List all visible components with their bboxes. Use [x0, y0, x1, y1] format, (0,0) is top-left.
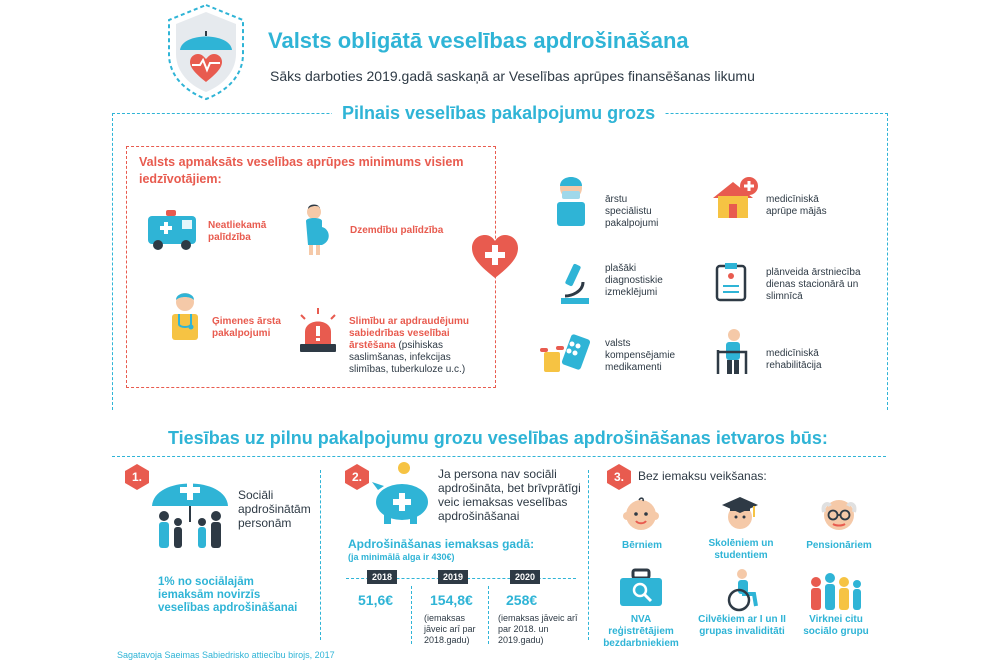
group-icon — [808, 572, 864, 612]
timeline-tick — [411, 586, 412, 644]
basket-title: Pilnais veselības pakalpojumu grozs — [332, 103, 665, 124]
number-badge: 1. — [125, 464, 149, 490]
rights-title: Tiesības uz pilnu pakalpojumu grozu veselības apdrošināšanas ietvaros būs: — [168, 428, 828, 448]
payments-title: Apdrošināšanas iemaksas gadā: — [348, 537, 535, 551]
piggy-bank-icon — [370, 460, 432, 526]
alarm-light-icon — [295, 306, 341, 354]
minimum-title: Valsts apmaksāts veselības aprūpes minimums visiem iedzīvotājiem: — [139, 155, 464, 186]
year-badge: 2018 — [367, 570, 397, 584]
minimum-item-label: Ģimenes ārsta pakalpojumi — [212, 316, 281, 339]
group-label: NVA reģistrētājiem bezdarbniekiem — [603, 614, 679, 649]
payment-note: (iemaksas jāveic arī par 2018. un 2019.gadu) — [498, 613, 578, 645]
minimum-item-label — [349, 316, 484, 376]
timeline-tick — [488, 586, 489, 644]
group-label: Bērniem — [621, 540, 662, 551]
group-label: Cilvēkiem ar I un II grupas invaliditāti — [698, 614, 786, 637]
rights-divider — [112, 456, 886, 457]
number-badge: 3. — [607, 464, 631, 490]
rehabilitation-icon — [716, 328, 752, 376]
full-item-label: plānveida ārstniecība dienas stacionārā un slimnīcā — [766, 267, 861, 302]
payment-amount: 51,6€ — [358, 592, 394, 608]
minimum-item-label: Neatliekamā palīdzība — [208, 220, 267, 243]
payment-amount: 258€ — [506, 592, 538, 608]
wheelchair-icon — [722, 568, 762, 612]
pensioner-icon — [818, 496, 860, 534]
clipboard-icon — [713, 262, 749, 302]
full-item-label: ārstu speciālistu pakalpojumi — [605, 194, 659, 229]
year-badge: 2019 — [438, 570, 468, 584]
col-divider — [320, 470, 321, 640]
col3-label: Bez iemaksu veikšanas: — [638, 469, 767, 483]
umbrella-family-icon — [150, 470, 230, 550]
payment-note: (iemaksas jāveic arī par 2018.gadu) — [424, 613, 476, 645]
family-doctor-icon — [168, 290, 202, 342]
group-label: Pensionāriem — [806, 540, 872, 551]
group-label: Skolēniem un studentiem — [708, 538, 774, 561]
briefcase-icon — [618, 568, 664, 608]
heart-plus-icon — [470, 234, 520, 280]
full-item-label: valsts kompensējamie medikamenti — [605, 338, 676, 373]
graduate-icon — [720, 493, 760, 535]
footer-credit: Sagatavoja Saeimas Sabiedrisko attiecību birojs, 2017 — [117, 650, 335, 660]
pregnant-woman-icon — [300, 203, 334, 257]
year-badge: 2020 — [510, 570, 540, 584]
microscope-icon — [557, 262, 593, 306]
full-item-label: medicīniskā aprūpe mājās — [766, 194, 827, 217]
child-icon — [620, 496, 662, 534]
number-badge: 2. — [345, 464, 369, 490]
col2-label: Ja persona nav sociāli apdrošināta, bet brīvprātīgi veic iemaksas veselības apdrošināšanai — [438, 467, 581, 523]
full-item-label: medicīniskā rehabilitācija — [766, 348, 822, 371]
full-item-label: plašāki diagnostiskie izmeklējumi — [605, 263, 663, 298]
col1-label: Sociāli apdrošinātām personām — [238, 488, 311, 530]
payment-amount: 154,8€ — [430, 592, 473, 608]
shield-umbrella-icon — [163, 2, 249, 102]
pills-icon — [538, 334, 592, 374]
minimum-item-label-rest: (psihiskas saslimšanas, infekcijas slimības, tuberkuloze u.c.) — [349, 340, 466, 375]
home-care-icon — [711, 176, 759, 220]
minimum-item-label-bold: Slimību ar apdraudējumu sabiedrības veselībai ārstēšana — [349, 316, 470, 351]
page-subtitle: Sāks darboties 2019.gadā saskaņā ar Veselības aprūpes finansēšanas likumu — [270, 68, 755, 84]
minimum-item-label: Dzemdību palīdzība — [350, 225, 444, 236]
ambulance-icon — [146, 208, 198, 252]
col1-note: 1% no sociālajām iemaksām novirzīs veselības apdrošināšanai — [158, 576, 298, 614]
col-divider — [588, 470, 589, 640]
doctor-specialist-icon — [554, 174, 588, 228]
group-label: Virknei citu sociālo grupu — [803, 614, 869, 637]
page-title: Valsts obligātā veselības apdrošināšana — [268, 28, 689, 53]
payments-note: (ja minimālā alga ir 430€) — [348, 552, 455, 562]
